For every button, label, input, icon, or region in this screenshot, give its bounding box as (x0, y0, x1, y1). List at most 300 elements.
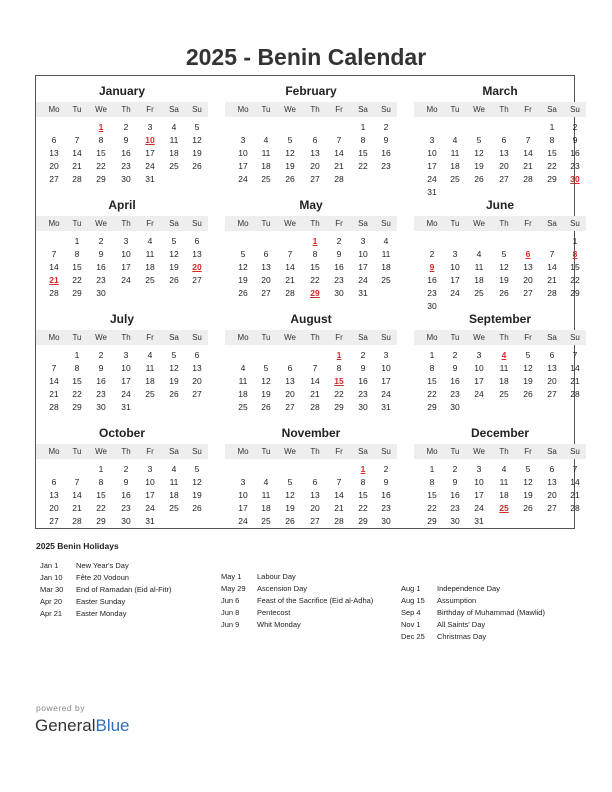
holiday-day-cell: 1 (98, 122, 104, 132)
day-cell: 24 (358, 275, 368, 285)
day-cell: 14 (334, 148, 344, 158)
day-cell: 17 (145, 490, 155, 500)
day-cell: 22 (72, 389, 82, 399)
day-cell: 5 (287, 477, 293, 487)
day-cell: 5 (525, 350, 531, 360)
day-cell: 25 (238, 402, 248, 412)
weekday-label: Su (570, 219, 580, 228)
day-cell: 16 (96, 262, 106, 272)
day-cell: 3 (476, 350, 482, 360)
weekday-label: We (473, 219, 485, 228)
weekday-label: Su (381, 105, 391, 114)
weekday-label: Tu (450, 333, 460, 342)
day-cell: 3 (360, 236, 366, 246)
day-cell: 25 (145, 389, 155, 399)
day-cell: 8 (360, 477, 366, 487)
day-cell: 9 (336, 249, 342, 259)
weekday-label: Fr (524, 447, 532, 456)
day-cell: 5 (476, 135, 482, 145)
holiday-date: Jun 6 (221, 596, 240, 605)
day-cell: 10 (474, 363, 484, 373)
month-name: May (299, 198, 323, 212)
day-cell: 12 (499, 262, 509, 272)
day-cell: 19 (261, 389, 271, 399)
day-cell: 20 (547, 490, 557, 500)
month-december (414, 425, 586, 533)
weekday-label: Su (381, 333, 391, 342)
day-cell: 23 (427, 288, 437, 298)
weekday-label: Th (499, 105, 509, 114)
day-cell: 29 (570, 288, 580, 298)
weekday-label: Su (381, 447, 391, 456)
day-cell: 18 (145, 262, 155, 272)
day-cell: 2 (123, 464, 129, 474)
day-cell: 6 (263, 249, 269, 259)
day-cell: 11 (169, 135, 179, 145)
day-cell: 11 (381, 249, 391, 259)
day-cell: 15 (310, 262, 320, 272)
day-cell: 25 (381, 275, 391, 285)
day-cell: 4 (476, 249, 482, 259)
weekday-label: Mo (237, 105, 249, 114)
weekday-label: Sa (358, 333, 368, 342)
day-cell: 12 (192, 477, 202, 487)
day-cell: 13 (49, 148, 59, 158)
weekday-label: Su (192, 219, 202, 228)
day-cell: 30 (427, 301, 437, 311)
day-cell: 28 (547, 288, 557, 298)
day-cell: 30 (450, 516, 460, 526)
weekday-label: Mo (426, 219, 438, 228)
day-cell: 20 (547, 376, 557, 386)
day-cell: 20 (310, 161, 320, 171)
day-cell: 4 (171, 464, 177, 474)
day-cell: 24 (145, 503, 155, 513)
day-cell: 22 (547, 161, 557, 171)
weekday-label: Sa (169, 219, 179, 228)
day-cell: 5 (240, 249, 246, 259)
day-cell: 22 (358, 503, 368, 513)
weekday-label: Mo (48, 219, 60, 228)
day-cell: 24 (427, 174, 437, 184)
weekday-label: Tu (261, 447, 271, 456)
day-cell: 17 (358, 262, 368, 272)
holiday-day-cell: 9 (429, 262, 435, 272)
weekday-label: We (284, 105, 296, 114)
day-cell: 20 (285, 389, 295, 399)
day-cell: 14 (523, 148, 533, 158)
day-cell: 18 (169, 148, 179, 158)
day-cell: 21 (72, 161, 82, 171)
day-cell: 21 (570, 490, 580, 500)
day-cell: 23 (450, 389, 460, 399)
day-cell: 17 (238, 161, 248, 171)
day-cell: 10 (238, 148, 248, 158)
day-cell: 5 (525, 464, 531, 474)
day-cell: 22 (310, 275, 320, 285)
holiday-day-cell: 21 (49, 275, 59, 285)
day-cell: 16 (121, 148, 131, 158)
weekday-label: Tu (72, 333, 82, 342)
day-cell: 19 (474, 161, 484, 171)
day-cell: 25 (169, 161, 179, 171)
day-cell: 19 (192, 490, 202, 500)
day-cell: 6 (549, 464, 555, 474)
day-cell: 19 (285, 503, 295, 513)
day-cell: 30 (121, 174, 131, 184)
day-cell: 14 (310, 376, 320, 386)
weekday-label: Mo (48, 447, 60, 456)
day-cell: 10 (238, 490, 248, 500)
weekday-label: Th (499, 219, 509, 228)
holiday-date: Aug 1 (401, 584, 421, 593)
day-cell: 12 (192, 135, 202, 145)
holiday-name: Easter Monday (76, 609, 127, 618)
day-cell: 5 (171, 236, 177, 246)
day-cell: 23 (96, 275, 106, 285)
day-cell: 8 (312, 249, 318, 259)
weekday-header (36, 216, 208, 231)
day-cell: 22 (570, 275, 580, 285)
weekday-label: Tu (261, 219, 271, 228)
weekday-label: Th (310, 447, 320, 456)
holiday-name: Birthday of Muhammad (Mawlid) (437, 608, 545, 617)
day-cell: 21 (334, 503, 344, 513)
day-cell: 27 (523, 288, 533, 298)
day-cell: 9 (98, 363, 104, 373)
day-cell: 14 (49, 376, 59, 386)
day-cell: 5 (194, 122, 200, 132)
day-cell: 16 (381, 148, 391, 158)
day-cell: 6 (194, 236, 200, 246)
holiday-name: Christmas Day (437, 632, 487, 641)
day-cell: 9 (572, 135, 578, 145)
day-cell: 25 (261, 174, 271, 184)
day-cell: 10 (358, 249, 368, 259)
day-cell: 20 (310, 503, 320, 513)
day-cell: 23 (450, 503, 460, 513)
day-cell: 1 (98, 464, 104, 474)
weekday-label: Sa (358, 447, 368, 456)
weekday-label: We (95, 447, 107, 456)
month-october (36, 425, 208, 533)
day-cell: 19 (499, 275, 509, 285)
day-cell: 8 (98, 477, 104, 487)
day-cell: 13 (192, 249, 202, 259)
day-cell: 14 (72, 148, 82, 158)
day-cell: 27 (547, 503, 557, 513)
day-cell: 29 (427, 402, 437, 412)
weekday-label: Fr (335, 219, 343, 228)
day-cell: 16 (358, 376, 368, 386)
day-cell: 13 (310, 490, 320, 500)
day-cell: 19 (523, 376, 533, 386)
day-cell: 28 (570, 389, 580, 399)
month-may (225, 197, 397, 305)
weekday-label: Su (570, 105, 580, 114)
day-cell: 30 (358, 402, 368, 412)
day-cell: 10 (450, 262, 460, 272)
day-cell: 17 (145, 148, 155, 158)
weekday-label: Mo (426, 333, 438, 342)
month-name: January (98, 84, 146, 98)
day-cell: 20 (499, 161, 509, 171)
day-cell: 23 (381, 161, 391, 171)
day-cell: 17 (381, 376, 391, 386)
day-cell: 1 (572, 236, 578, 246)
day-cell: 30 (334, 288, 344, 298)
day-cell: 4 (501, 464, 507, 474)
day-cell: 1 (549, 122, 555, 132)
weekday-label: Sa (358, 219, 368, 228)
weekday-label: Sa (547, 333, 557, 342)
holiday-day-cell: 1 (312, 236, 318, 246)
day-cell: 19 (169, 376, 179, 386)
day-cell: 5 (194, 464, 200, 474)
weekday-header (414, 216, 586, 231)
day-cell: 12 (523, 363, 533, 373)
holiday-date: Jun 8 (221, 608, 240, 617)
day-cell: 4 (452, 135, 458, 145)
holiday-name: All Saints' Day (437, 620, 486, 629)
day-cell: 15 (72, 262, 82, 272)
day-cell: 19 (169, 262, 179, 272)
day-cell: 16 (427, 275, 437, 285)
weekday-label: Th (121, 105, 131, 114)
day-cell: 9 (452, 363, 458, 373)
day-cell: 16 (96, 376, 106, 386)
day-cell: 2 (383, 464, 389, 474)
day-cell: 24 (121, 275, 131, 285)
weekday-label: We (284, 333, 296, 342)
day-cell: 28 (334, 516, 344, 526)
day-cell: 18 (261, 503, 271, 513)
day-cell: 15 (96, 490, 106, 500)
weekday-label: Th (499, 333, 509, 342)
day-cell: 29 (72, 402, 82, 412)
day-cell: 12 (169, 363, 179, 373)
weekday-header (36, 444, 208, 459)
holidays-heading: 2025 Benin Holidays (36, 541, 119, 551)
day-cell: 3 (123, 236, 129, 246)
day-cell: 31 (381, 402, 391, 412)
day-cell: 25 (145, 275, 155, 285)
day-cell: 4 (147, 350, 153, 360)
day-cell: 3 (123, 350, 129, 360)
day-cell: 3 (147, 464, 153, 474)
weekday-label: Sa (547, 447, 557, 456)
month-september (414, 311, 586, 419)
day-cell: 3 (147, 122, 153, 132)
day-cell: 22 (358, 161, 368, 171)
weekday-label: Mo (426, 447, 438, 456)
weekday-label: Th (499, 447, 509, 456)
holiday-day-cell: 20 (192, 262, 202, 272)
holiday-name: Whit Monday (257, 620, 301, 629)
day-cell: 17 (121, 262, 131, 272)
day-cell: 26 (285, 174, 295, 184)
month-august (225, 311, 397, 419)
day-cell: 26 (192, 503, 202, 513)
day-cell: 31 (121, 402, 131, 412)
day-cell: 26 (523, 503, 533, 513)
weekday-label: Sa (169, 447, 179, 456)
holiday-date: Dec 25 (401, 632, 425, 641)
holiday-day-cell: 1 (336, 350, 342, 360)
day-cell: 28 (334, 174, 344, 184)
day-cell: 26 (523, 389, 533, 399)
day-cell: 15 (427, 490, 437, 500)
weekday-label: Su (192, 105, 202, 114)
day-cell: 29 (427, 516, 437, 526)
day-cell: 10 (145, 477, 155, 487)
day-cell: 23 (121, 503, 131, 513)
day-cell: 2 (360, 350, 366, 360)
weekday-label: Tu (72, 219, 82, 228)
day-cell: 27 (261, 288, 271, 298)
day-cell: 19 (285, 161, 295, 171)
day-cell: 17 (121, 376, 131, 386)
day-cell: 7 (549, 249, 555, 259)
day-cell: 25 (261, 516, 271, 526)
day-cell: 31 (145, 516, 155, 526)
weekday-header (36, 330, 208, 345)
day-cell: 1 (429, 464, 435, 474)
weekday-header (414, 102, 586, 117)
holiday-day-cell: 1 (360, 464, 366, 474)
day-cell: 2 (98, 236, 104, 246)
day-cell: 6 (549, 350, 555, 360)
weekday-label: Fr (146, 105, 154, 114)
weekday-label: Mo (426, 105, 438, 114)
weekday-label: Th (121, 447, 131, 456)
day-cell: 7 (525, 135, 531, 145)
day-cell: 3 (240, 135, 246, 145)
day-cell: 6 (51, 135, 57, 145)
day-cell: 8 (336, 363, 342, 373)
day-cell: 27 (547, 389, 557, 399)
holiday-name: Pentecost (257, 608, 291, 617)
day-cell: 22 (334, 389, 344, 399)
day-cell: 11 (238, 376, 248, 386)
day-cell: 4 (263, 477, 269, 487)
day-cell: 4 (171, 122, 177, 132)
generalblue-logo[interactable] (35, 716, 130, 736)
weekday-label: Fr (335, 333, 343, 342)
day-cell: 2 (452, 350, 458, 360)
day-cell: 16 (450, 490, 460, 500)
day-cell: 8 (429, 363, 435, 373)
day-cell: 24 (238, 516, 248, 526)
day-cell: 7 (287, 249, 293, 259)
day-cell: 7 (51, 249, 57, 259)
day-cell: 3 (429, 135, 435, 145)
weekday-label: Fr (335, 105, 343, 114)
day-cell: 2 (452, 464, 458, 474)
day-cell: 2 (98, 350, 104, 360)
day-cell: 26 (238, 288, 248, 298)
day-cell: 12 (285, 148, 295, 158)
day-cell: 21 (547, 275, 557, 285)
day-cell: 29 (334, 402, 344, 412)
day-cell: 9 (123, 135, 129, 145)
month-june (414, 197, 586, 311)
day-cell: 10 (121, 249, 131, 259)
month-name: October (98, 426, 145, 440)
day-cell: 3 (383, 350, 389, 360)
day-cell: 5 (287, 135, 293, 145)
weekday-label: We (284, 219, 296, 228)
day-cell: 6 (287, 363, 293, 373)
day-cell: 13 (261, 262, 271, 272)
weekday-header (225, 216, 397, 231)
day-cell: 26 (261, 402, 271, 412)
day-cell: 12 (169, 249, 179, 259)
weekday-label: Fr (146, 333, 154, 342)
day-cell: 30 (381, 516, 391, 526)
day-cell: 15 (547, 148, 557, 158)
day-cell: 18 (450, 161, 460, 171)
day-cell: 16 (570, 148, 580, 158)
holiday-name: New Year's Day (76, 561, 129, 570)
day-cell: 24 (474, 389, 484, 399)
day-cell: 28 (72, 516, 82, 526)
day-cell: 12 (261, 376, 271, 386)
day-cell: 29 (96, 516, 106, 526)
brand-general: General (35, 716, 96, 735)
day-cell: 8 (74, 249, 80, 259)
month-february (225, 83, 397, 191)
weekday-label: Fr (335, 447, 343, 456)
day-cell: 11 (499, 363, 509, 373)
day-cell: 4 (147, 236, 153, 246)
day-cell: 19 (192, 148, 202, 158)
day-cell: 1 (74, 350, 80, 360)
weekday-label: Sa (547, 105, 557, 114)
day-cell: 3 (240, 477, 246, 487)
day-cell: 20 (49, 161, 59, 171)
weekday-label: We (473, 333, 485, 342)
holiday-date: May 29 (221, 584, 246, 593)
month-name: July (109, 312, 134, 326)
day-cell: 5 (263, 363, 269, 373)
weekday-label: We (473, 447, 485, 456)
day-cell: 1 (429, 350, 435, 360)
day-cell: 6 (501, 135, 507, 145)
day-cell: 12 (238, 262, 248, 272)
day-cell: 29 (547, 174, 557, 184)
weekday-label: Th (310, 105, 320, 114)
day-cell: 31 (145, 174, 155, 184)
weekday-label: Th (121, 333, 131, 342)
month-name: February (285, 84, 337, 98)
day-cell: 30 (450, 402, 460, 412)
day-cell: 9 (383, 477, 389, 487)
holiday-name: Ascension Day (257, 584, 308, 593)
day-cell: 27 (285, 402, 295, 412)
day-cell: 4 (383, 236, 389, 246)
day-cell: 27 (192, 389, 202, 399)
month-name: November (281, 426, 341, 440)
day-cell: 20 (523, 275, 533, 285)
day-cell: 16 (334, 262, 344, 272)
day-cell: 18 (261, 161, 271, 171)
month-july (36, 311, 208, 419)
day-cell: 24 (238, 174, 248, 184)
day-cell: 22 (427, 389, 437, 399)
day-cell: 9 (360, 363, 366, 373)
day-cell: 2 (572, 122, 578, 132)
